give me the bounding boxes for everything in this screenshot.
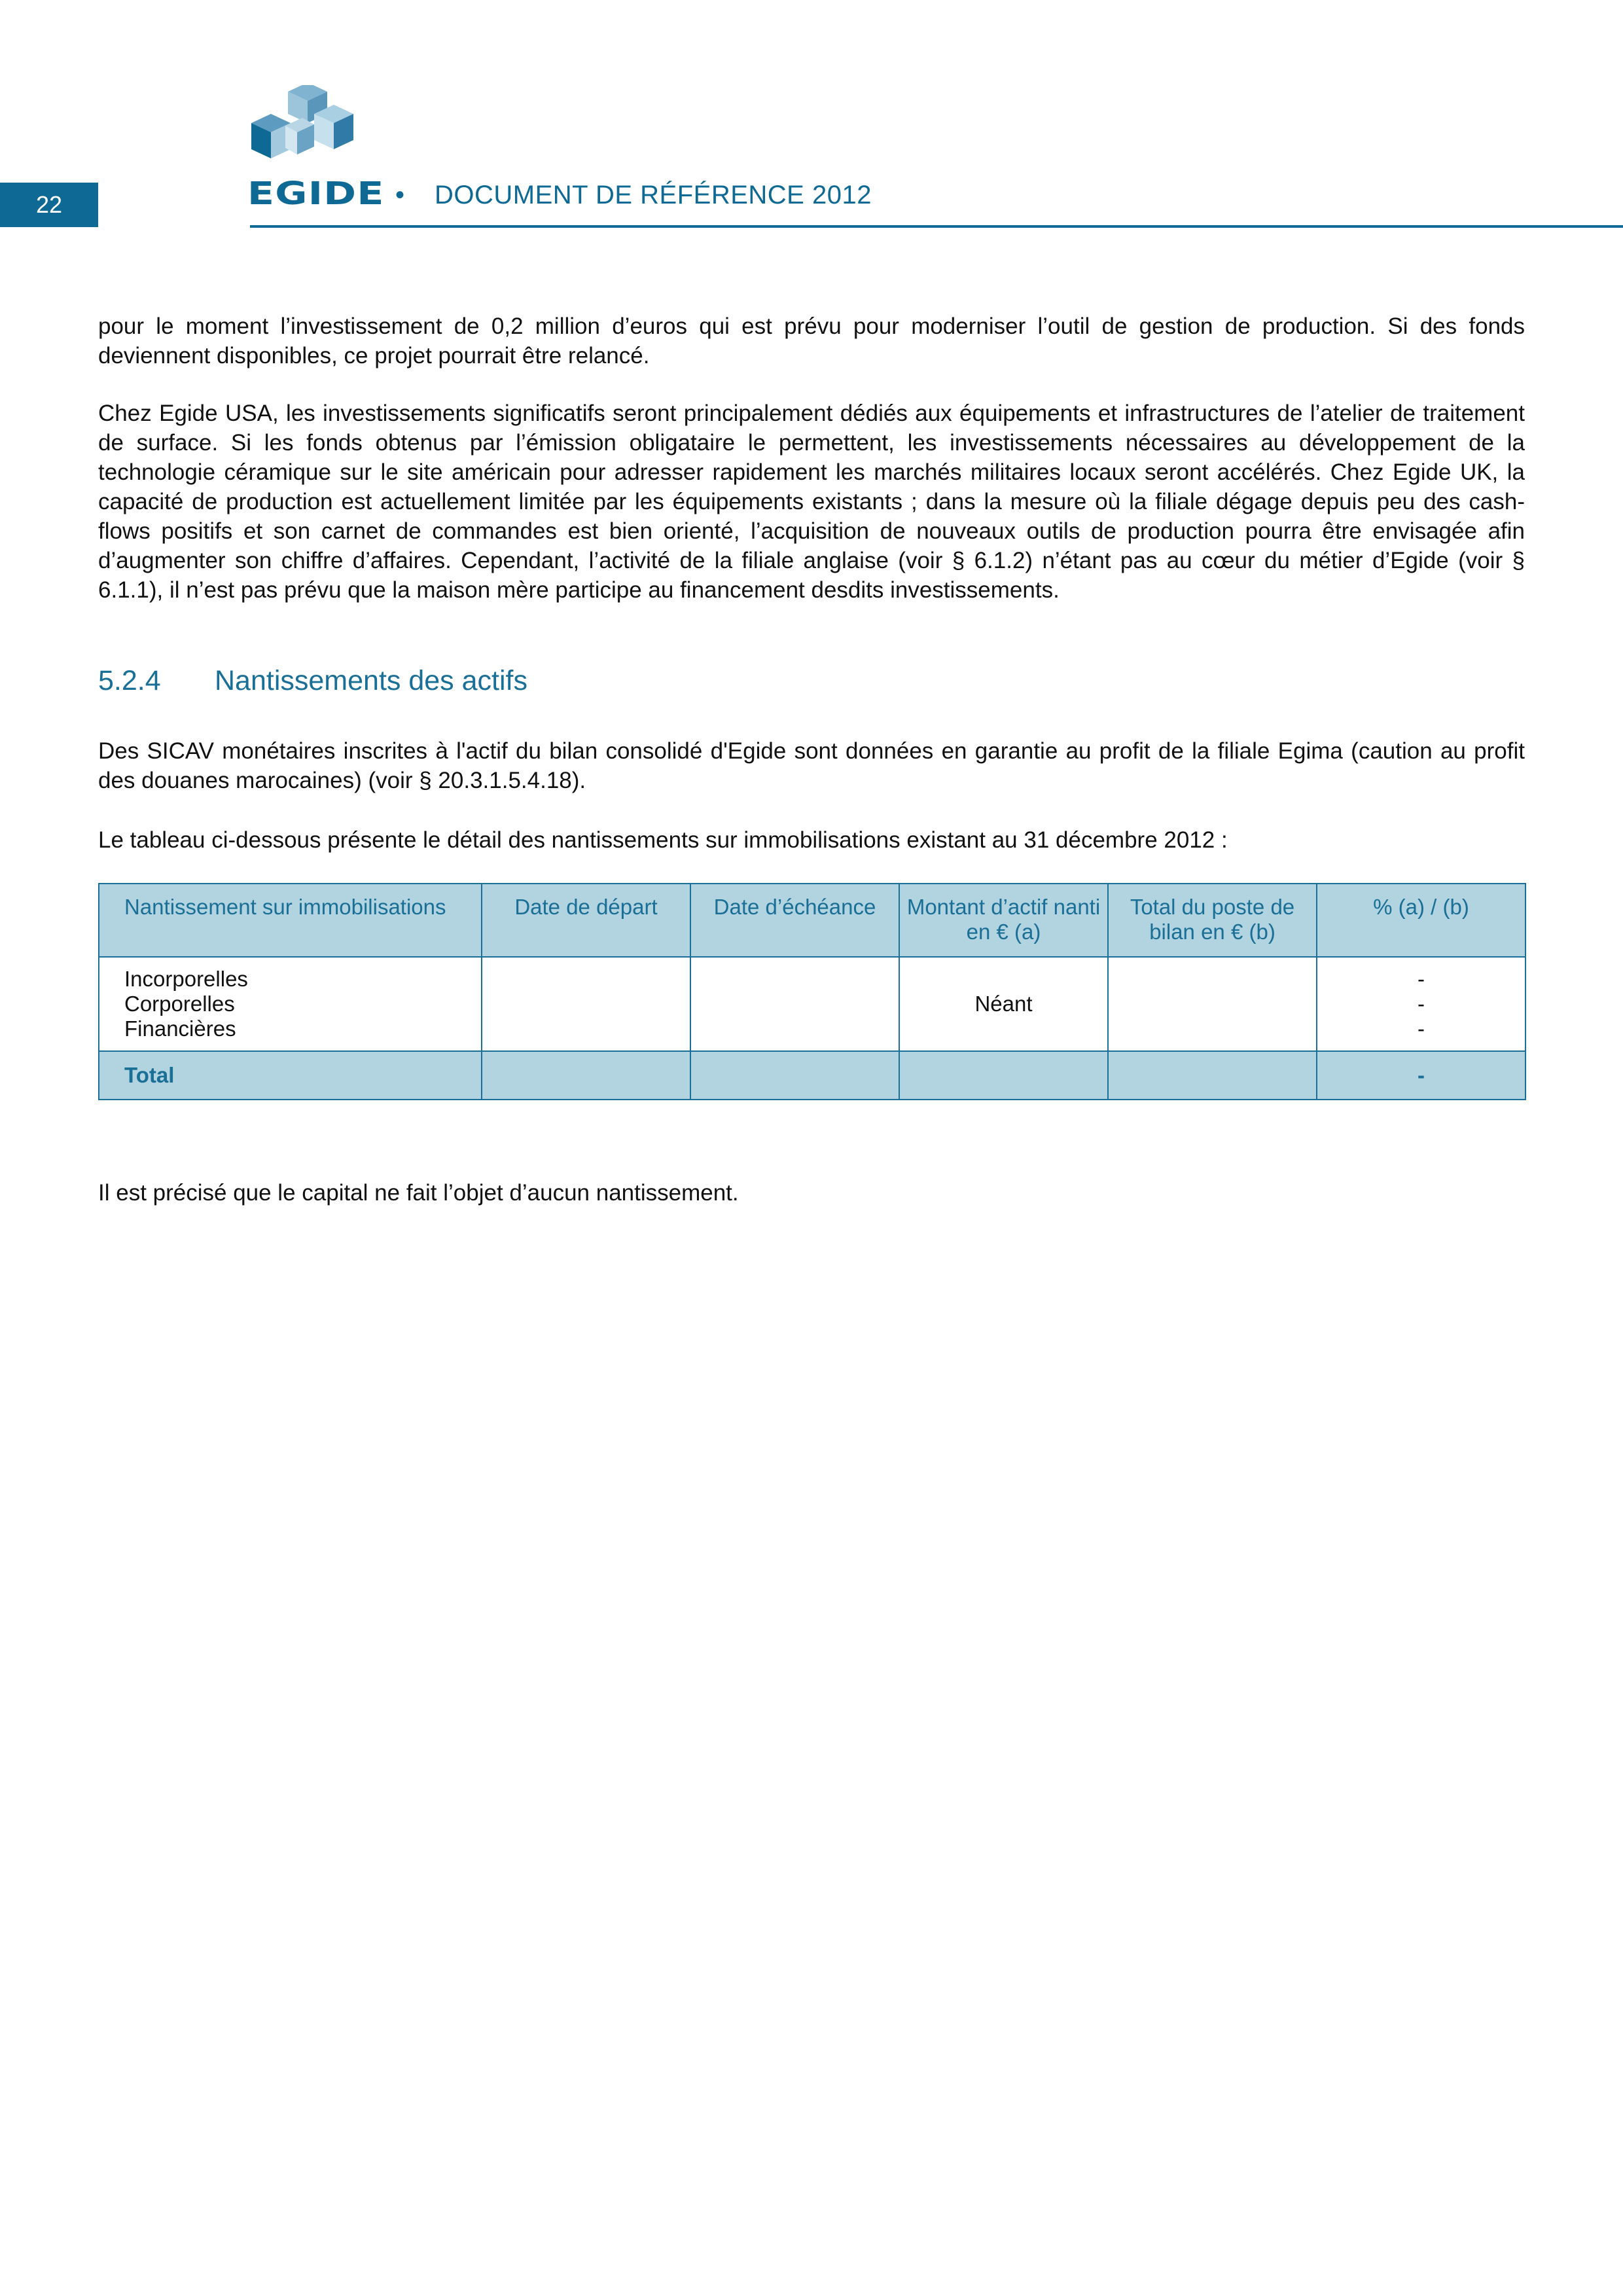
header-rule — [250, 225, 1623, 228]
section-number: 5.2.4 — [98, 665, 161, 696]
section-title: Nantissements des actifs — [215, 665, 527, 696]
section-heading — [98, 665, 527, 697]
column-header: Date de départ — [482, 884, 690, 957]
paragraph-continuation — [98, 312, 1525, 370]
row-pct: - — [1418, 992, 1425, 1016]
total-empty-cell — [1108, 1051, 1317, 1100]
paragraph-table-intro — [98, 825, 1525, 855]
start-date-cell — [482, 957, 690, 1051]
paragraph-text: Le tableau ci-dessous présente le détail des nantissements sur immobilisations existant au 31 décembre 2012 : — [98, 827, 1228, 853]
table-total-row — [99, 1051, 1525, 1100]
amount-cell: Néant — [899, 957, 1108, 1051]
paragraph-capital — [98, 1178, 1525, 1208]
row-pct: - — [1418, 1016, 1425, 1041]
logo-wordmark: EGIDE — [247, 175, 385, 212]
row-label: Corporelles — [124, 992, 235, 1016]
paragraph-investments — [98, 399, 1525, 605]
asset-categories-cell — [99, 957, 482, 1051]
header-bullet: • — [395, 181, 405, 209]
percentage-cell — [1317, 957, 1525, 1051]
paragraph-text: Chez Egide USA, les investissements significatifs seront principalement dédiés aux équipements et infrastructures de l’atelier de traitement de surface. Si les fonds obtenus par l’émission obligataire le permettent, les investissements nécessaires au développement de la technologie céramique sur le site américain pour adresser rapidement les marchés militaires locaux seront accélérés. Chez Egide UK, la capacité de production est actuellement limitée par les équipements existants ; dans la mesure où la filiale dégage depuis peu des cash-flows positifs et son carnet de commandes est bien orienté, l’acquisition de nouveaux outils de production pourra être envisagée afin d’augmenter son chiffre d’affaires. Cependant, l’activité de la filiale anglaise (voir § 6.1.2) n’étant pas au cœur du métier d’Egide (voir § 6.1.1), il n’est pas prévu que la maison mère participe au financement desdits investissements. — [98, 401, 1525, 603]
row-label: Incorporelles — [124, 967, 248, 991]
total-pct: - — [1317, 1051, 1525, 1100]
column-header: Total du poste de bilan en € (b) — [1108, 884, 1317, 957]
paragraph-sicav — [98, 736, 1525, 795]
column-header: Montant d’actif nanti en € (a) — [899, 884, 1108, 957]
paragraph-text: pour le moment l’investissement de 0,2 million d’euros qui est prévu pour moderniser l’outil de gestion de production. Si des fonds deviennent disponibles, ce projet pourrait être relancé. — [98, 314, 1525, 368]
paragraph-text: Des SICAV monétaires inscrites à l'actif du bilan consolidé d'Egide sont données en garantie au profit de la filiale Egima (caution au profit des douanes marocaines) (voir § 20.3.1.5.4.18). — [98, 738, 1525, 793]
balance-total-cell — [1108, 957, 1317, 1051]
total-empty-cell — [899, 1051, 1108, 1100]
table-row — [99, 957, 1525, 1051]
row-label: Financières — [124, 1016, 236, 1041]
total-empty-cell — [482, 1051, 690, 1100]
end-date-cell — [690, 957, 899, 1051]
pledges-table — [98, 883, 1526, 1100]
document-title: DOCUMENT DE RÉFÉRENCE 2012 — [435, 181, 872, 209]
row-pct: - — [1418, 967, 1425, 991]
total-label: Total — [99, 1051, 482, 1100]
column-header: % (a) / (b) — [1317, 884, 1525, 957]
page-number: 22 — [0, 183, 98, 227]
column-header: Date d’échéance — [690, 884, 899, 957]
total-empty-cell — [690, 1051, 899, 1100]
paragraph-text: Il est précisé que le capital ne fait l’objet d’aucun nantissement. — [98, 1180, 739, 1206]
column-header: Nantissement sur immobilisations — [99, 884, 482, 957]
table-header-row — [99, 884, 1525, 957]
